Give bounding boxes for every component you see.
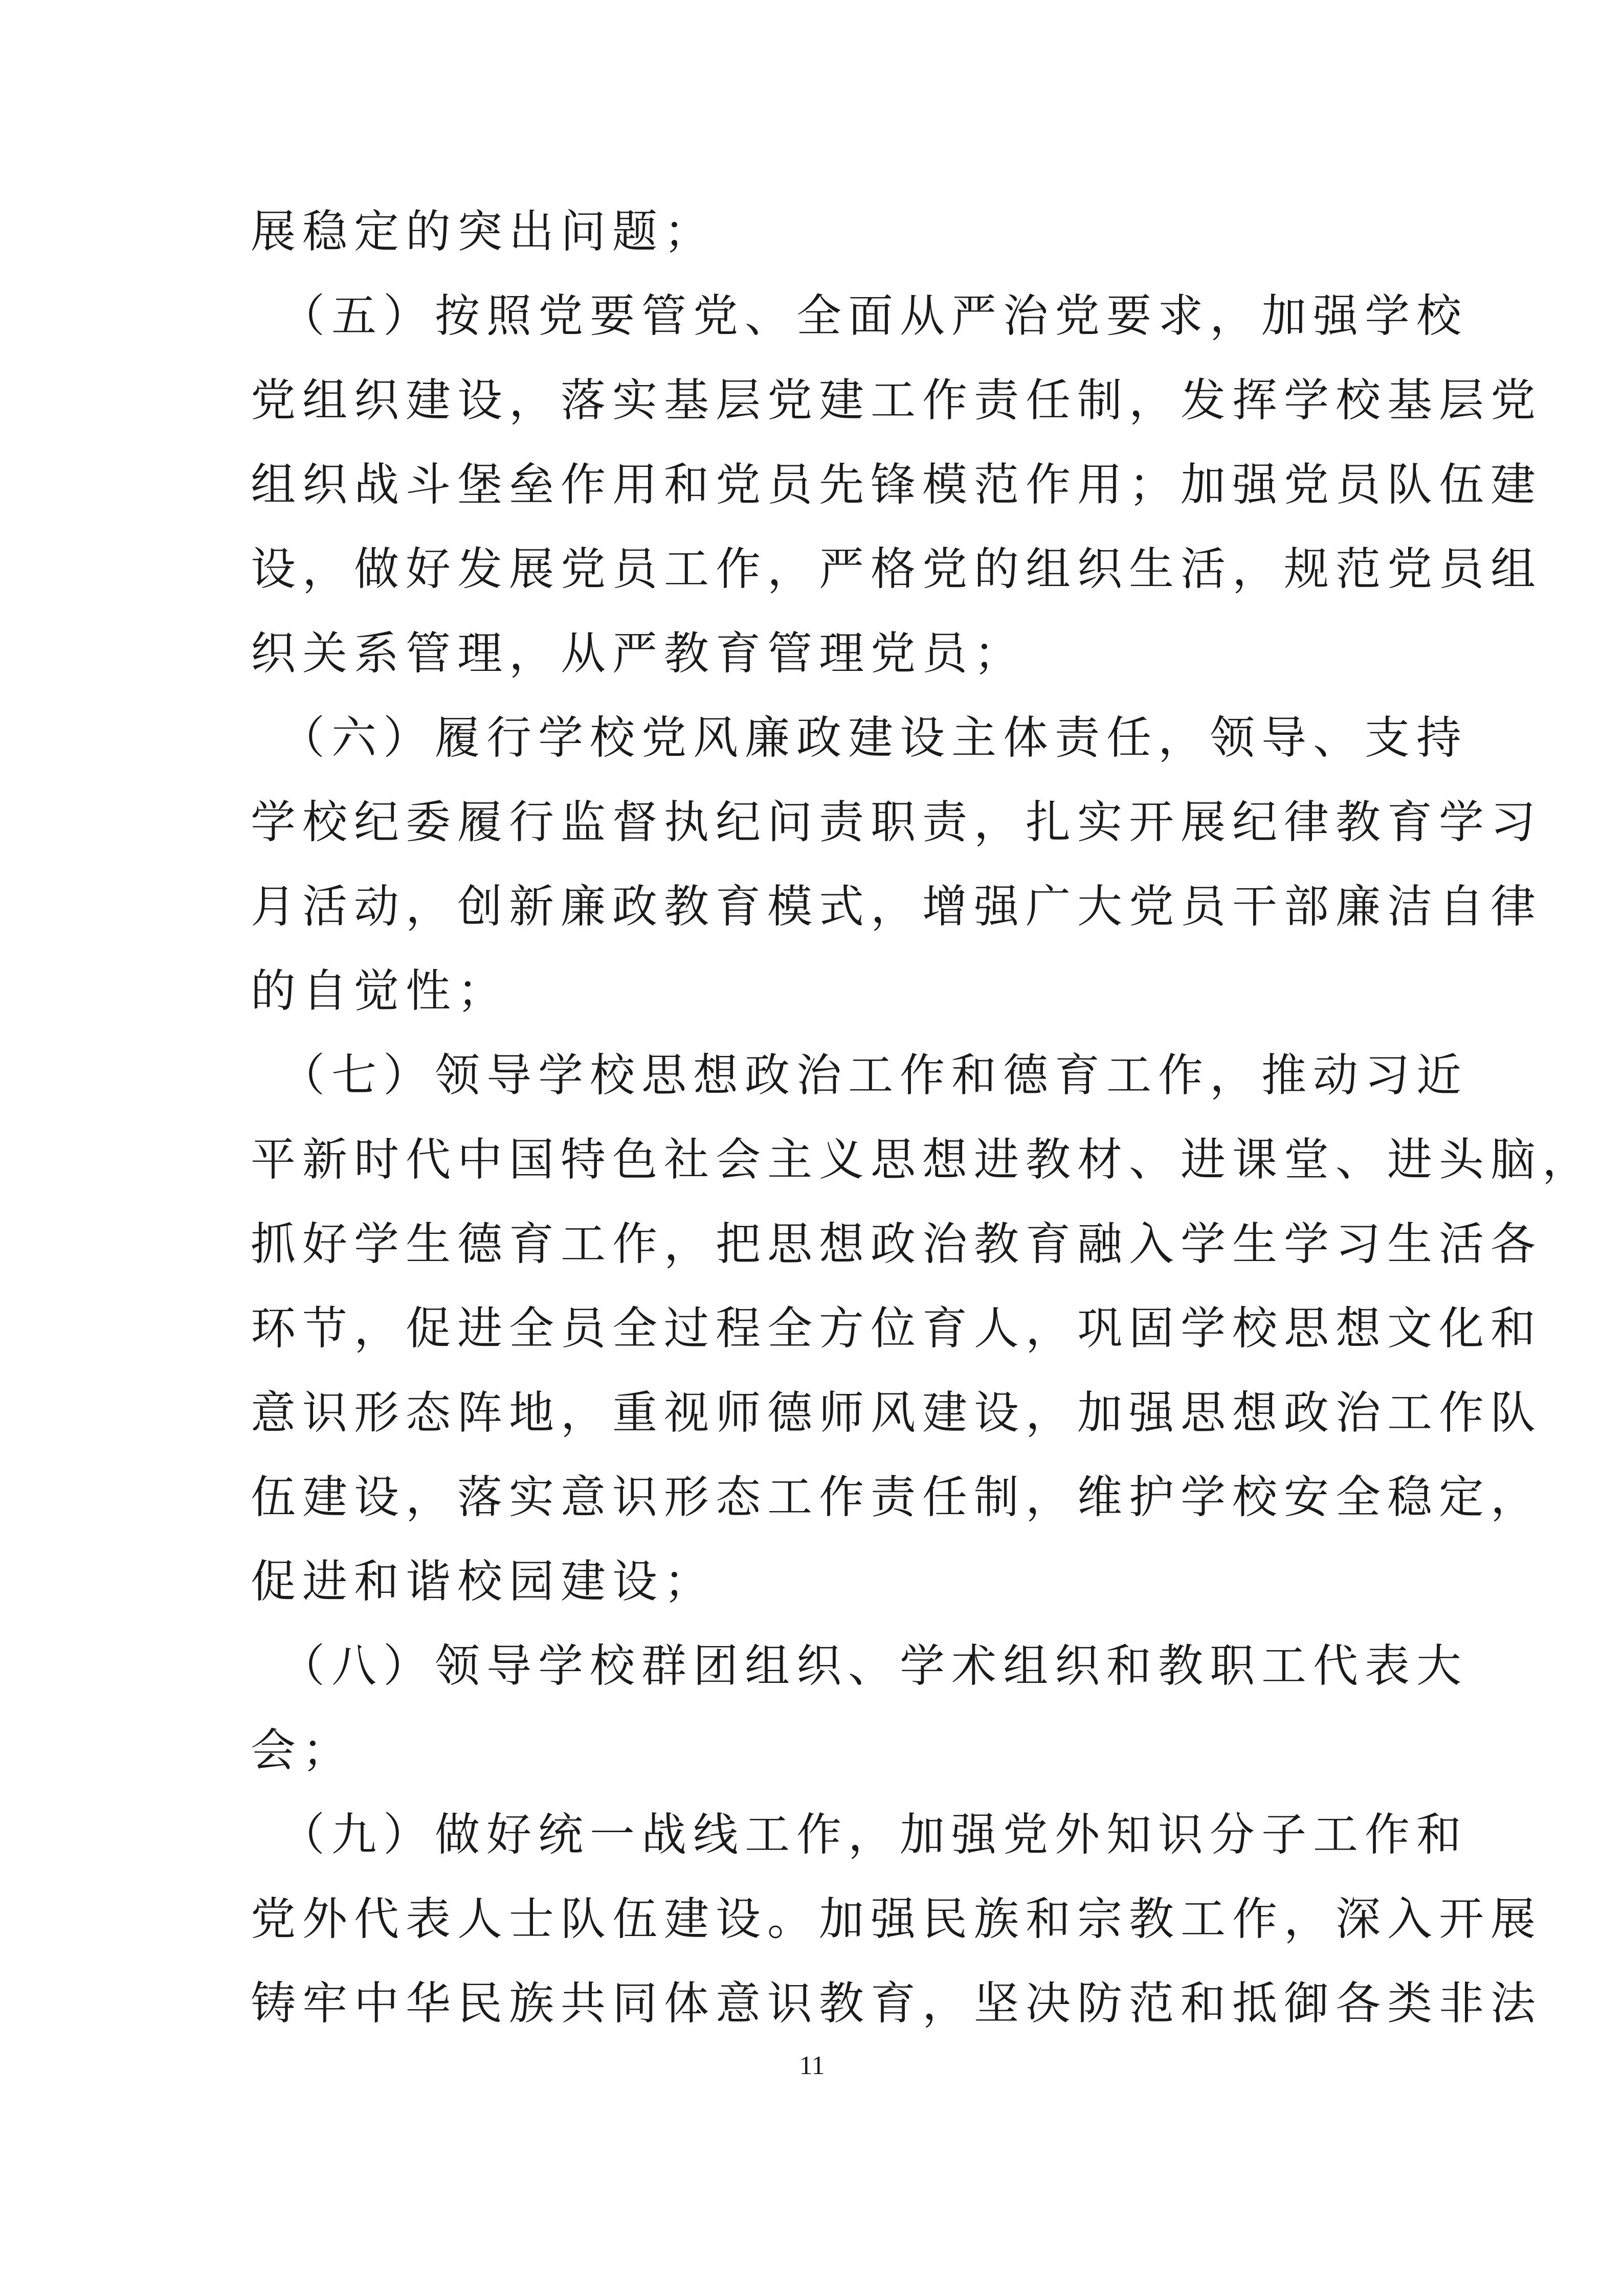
- text-line: 铸牢中华民族共同体意识教育，坚决防范和抵御各类非法: [251, 1977, 1543, 2030]
- text-line: 环节，促进全员全过程全方位育人，巩固学校思想文化和: [251, 1302, 1543, 1355]
- text-line: （七）领导学校思想政治工作和德育工作，推动习近: [251, 1049, 1469, 1101]
- text-line: 学校纪委履行监督执纪问责职责，扎实开展纪律教育学习: [251, 796, 1543, 848]
- text-line: 月活动，创新廉政教育模式，增强广大党员干部廉洁自律: [251, 880, 1543, 933]
- text-line: 伍建设，落实意识形态工作责任制，维护学校安全稳定，: [251, 1471, 1543, 1523]
- text-line: 意识形态阵地，重视师德师风建设，加强思想政治工作队: [251, 1386, 1543, 1439]
- text-line: （六）履行学校党风廉政建设主体责任，领导、支持: [251, 711, 1469, 764]
- text-line: 会；: [251, 1724, 354, 1776]
- text-line: （五）按照党要管党、全面从严治党要求，加强学校: [251, 289, 1469, 342]
- text-line: 组织战斗堡垒作用和党员先锋模范作用；加强党员队伍建: [251, 458, 1543, 511]
- text-line: 的自觉性；: [251, 964, 509, 1017]
- text-line: 促进和谐校园建设；: [251, 1555, 716, 1608]
- text-line: 党外代表人士队伍建设。加强民族和宗教工作，深入开展: [251, 1893, 1543, 1945]
- text-line: （八）领导学校群团组织、学术组织和教职工代表大: [251, 1639, 1469, 1692]
- page-number: 11: [799, 2051, 825, 2080]
- text-line: 展稳定的突出问题；: [251, 205, 716, 258]
- text-line: 抓好学生德育工作，把思想政治教育融入学生学习生活各: [251, 1218, 1543, 1270]
- text-line: 平新时代中国特色社会主义思想进教材、进课堂、进头脑，: [251, 1133, 1594, 1186]
- text-line: 设，做好发展党员工作，严格党的组织生活，规范党员组: [251, 543, 1543, 595]
- text-line: 织关系管理，从严教育管理党员；: [251, 627, 1026, 680]
- body-text: [251, 189, 1594, 2045]
- text-line: （九）做好统一战线工作，加强党外知识分子工作和: [251, 1808, 1469, 1861]
- text-line: 党组织建设，落实基层党建工作责任制，发挥学校基层党: [251, 374, 1543, 426]
